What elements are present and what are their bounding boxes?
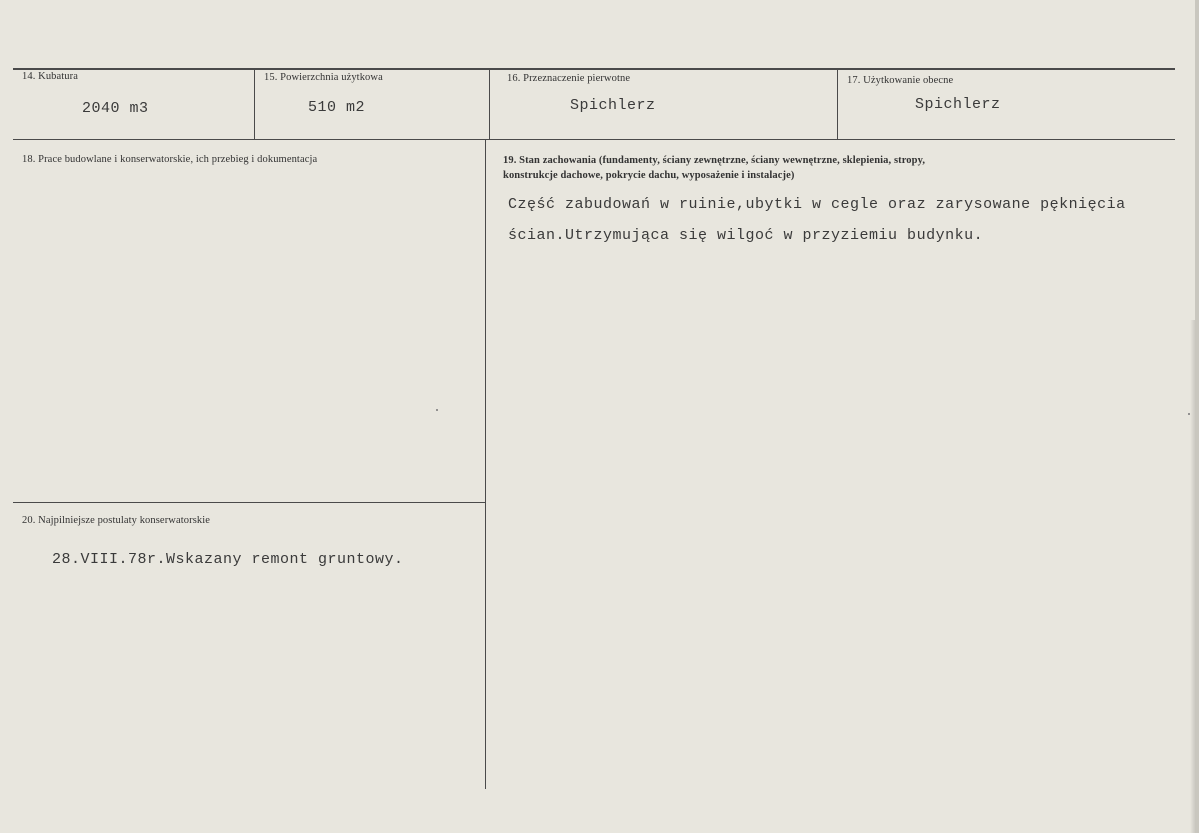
col-divider-1 <box>254 68 255 140</box>
field-16-label: 16. Przeznaczenie pierwotne <box>507 73 631 84</box>
row-divider <box>13 139 1175 140</box>
paper-speck <box>436 409 438 411</box>
col-divider-3 <box>837 68 838 140</box>
top-rule <box>13 68 1175 70</box>
field-14-value: 2040 m3 <box>82 100 149 117</box>
field-15-label: 15. Powierzchnia użytkowa <box>264 72 383 83</box>
paper-speck <box>1188 413 1190 415</box>
field-19-label-line2: konstrukcje dachowe, pokrycie dachu, wyposażenie i instalacje) <box>503 170 795 181</box>
field-18-label: 18. Prace budowlane i konserwatorskie, ich przebieg i dokumentacja <box>22 154 318 165</box>
main-col-divider <box>485 139 486 789</box>
field-17-value: Spichlerz <box>915 96 1001 113</box>
field-19-value-line1: Część zabudowań w ruinie,ubytki w cegle oraz zarysowane pęknięcia <box>508 196 1126 213</box>
card-edge <box>1195 0 1199 833</box>
card-edge-shadow <box>1190 320 1195 833</box>
field-20-label: 20. Najpilniejsze postulaty konserwatorskie <box>22 515 211 526</box>
field-19-value-line2: ścian.Utrzymująca się wilgoć w przyziemiu budynku. <box>508 227 984 244</box>
field-19-label-line1: 19. Stan zachowania (fundamenty, ściany zewnętrzne, ściany wewnętrzne, sklepienia, stropy, <box>503 155 926 166</box>
field-14-label: 14. Kubatura <box>22 71 79 82</box>
field-15-value: 510 m2 <box>308 99 366 116</box>
field-17-label: 17. Użytkowanie obecne <box>847 75 954 86</box>
col-divider-2 <box>489 68 490 140</box>
field-16-value: Spichlerz <box>570 97 656 114</box>
field-18-20-divider <box>13 502 485 503</box>
field-20-value: 28.VIII.78r.Wskazany remont gruntowy. <box>52 551 404 568</box>
